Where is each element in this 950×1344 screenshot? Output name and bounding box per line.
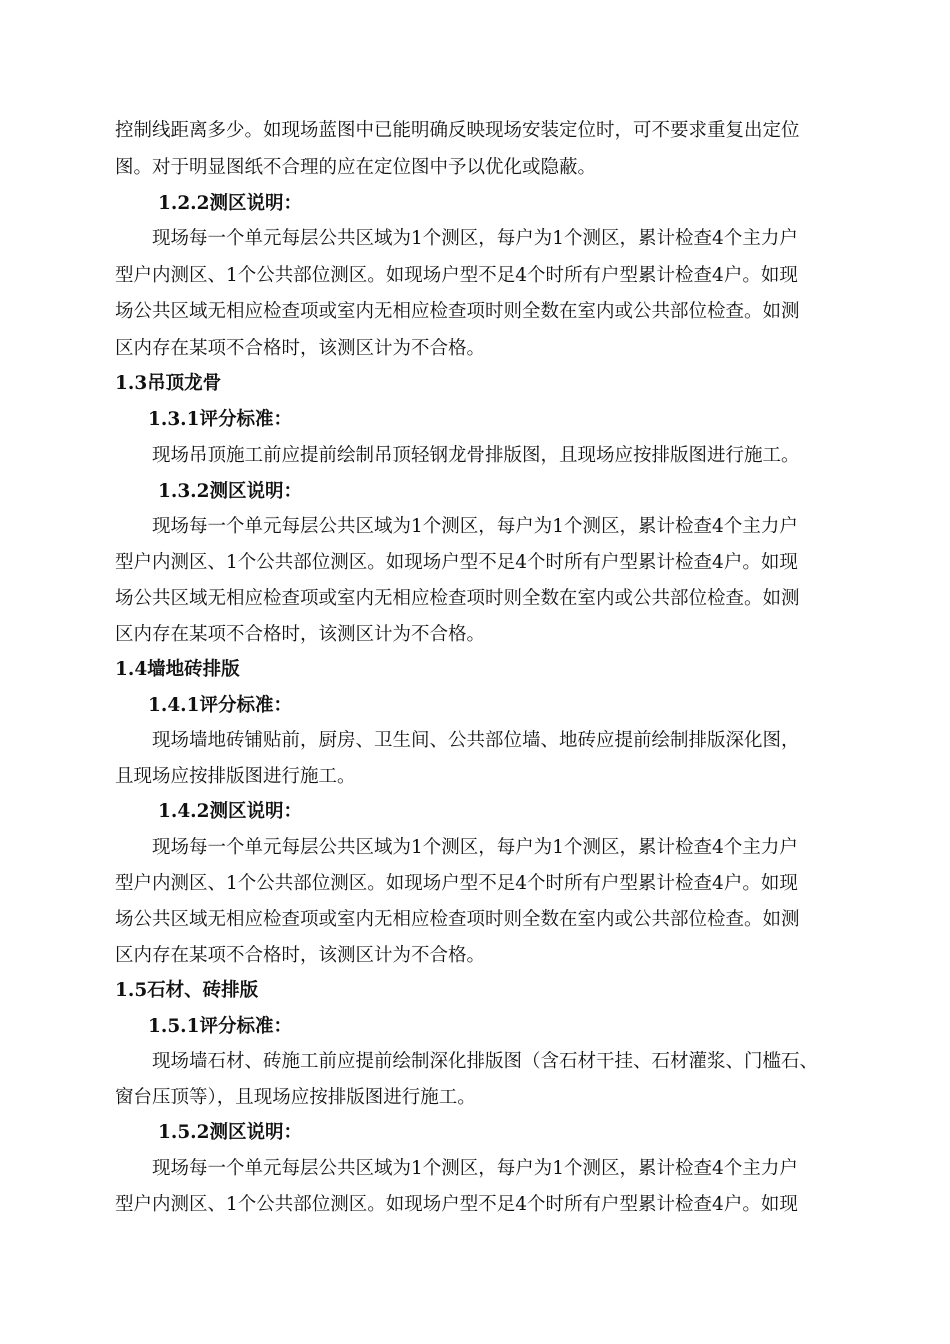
subsection-heading: 1.5.1评分标准： <box>148 1016 292 1037</box>
body-line: 区内存在某项不合格时，该测区计为不合格。 <box>115 338 486 359</box>
body-line: 区内存在某项不合格时，该测区计为不合格。 <box>115 945 486 966</box>
subsection-heading: 1.4.1评分标准： <box>148 695 292 716</box>
subsection-heading: 1.5.2测区说明： <box>158 1122 302 1143</box>
body-line: 窗台压顶等），且现场应按排版图进行施工。 <box>115 1087 476 1108</box>
body-line: 型户内测区、1个公共部位测区。如现场户型不足4个时所有户型累计检查4户。如现 <box>115 873 798 894</box>
body-line: 现场吊顶施工前应提前绘制吊顶轻钢龙骨排版图，且现场应按排版图进行施工。 <box>152 445 800 466</box>
body-line: 现场每一个单元每层公共区域为1个测区，每户为1个测区，累计检查4个主力户 <box>152 1158 798 1179</box>
body-line: 场公共区域无相应检查项或室内无相应检查项时则全数在室内或公共部位检查。如测 <box>115 909 800 930</box>
body-line: 型户内测区、1个公共部位测区。如现场户型不足4个时所有户型累计检查4户。如现 <box>115 552 798 573</box>
body-line: 控制线距离多少。如现场蓝图中已能明确反映现场安装定位时，可不要求重复出定位 <box>115 120 800 141</box>
body-line: 场公共区域无相应检查项或室内无相应检查项时则全数在室内或公共部位检查。如测 <box>115 301 800 322</box>
body-line: 现场墙石材、砖施工前应提前绘制深化排版图（含石材干挂、石材灌浆、门槛石、 <box>152 1051 819 1072</box>
section-heading: 1.5石材、砖排版 <box>115 980 259 1001</box>
section-heading: 1.3吊顶龙骨 <box>115 373 222 394</box>
body-line: 区内存在某项不合格时，该测区计为不合格。 <box>115 624 486 645</box>
body-line: 场公共区域无相应检查项或室内无相应检查项时则全数在室内或公共部位检查。如测 <box>115 588 800 609</box>
body-line: 现场每一个单元每层公共区域为1个测区，每户为1个测区，累计检查4个主力户 <box>152 837 798 858</box>
subsection-heading: 1.3.1评分标准： <box>148 409 292 430</box>
body-line: 现场每一个单元每层公共区域为1个测区，每户为1个测区，累计检查4个主力户 <box>152 516 798 537</box>
body-line: 型户内测区、1个公共部位测区。如现场户型不足4个时所有户型累计检查4户。如现 <box>115 1194 798 1215</box>
body-line: 现场墙地砖铺贴前，厨房、卫生间、公共部位墙、地砖应提前绘制排版深化图， <box>152 730 800 751</box>
body-line: 型户内测区、1个公共部位测区。如现场户型不足4个时所有户型累计检查4户。如现 <box>115 265 798 286</box>
body-line: 且现场应按排版图进行施工。 <box>115 766 356 787</box>
section-heading: 1.4墙地砖排版 <box>115 659 240 680</box>
subsection-heading: 1.4.2测区说明： <box>158 801 302 822</box>
subsection-heading: 1.3.2测区说明： <box>158 481 302 502</box>
body-line: 现场每一个单元每层公共区域为1个测区，每户为1个测区，累计检查4个主力户 <box>152 228 798 249</box>
body-line: 图。对于明显图纸不合理的应在定位图中予以优化或隐蔽。 <box>115 157 597 178</box>
subsection-heading: 1.2.2测区说明： <box>158 193 302 214</box>
